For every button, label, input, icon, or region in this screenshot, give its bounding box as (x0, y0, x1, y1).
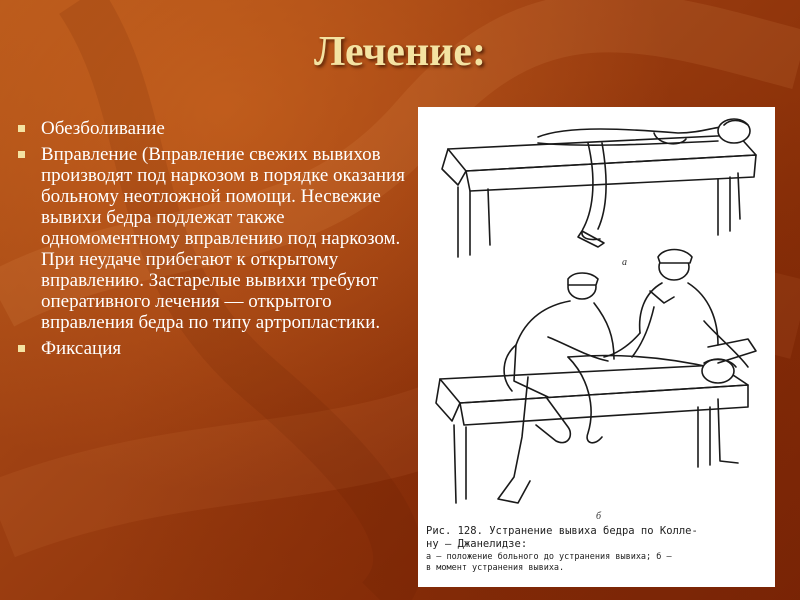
caption-line: Рис. 128. Устранение вывиха бедра по Колле- (426, 525, 698, 537)
bullet-item (18, 144, 408, 333)
bullet-item (18, 338, 408, 359)
caption-subline: а — положение больного до устранения вывиха; б — (426, 552, 672, 562)
panel-b-label: б (596, 511, 602, 522)
square-bullet-icon (18, 151, 25, 158)
caption-line: ну — Джанелидзе: (426, 538, 528, 550)
caption-subline: в момент устранения вывиха. (426, 563, 565, 573)
panel-a-label: а (622, 257, 627, 268)
figure-caption (426, 525, 771, 573)
panel-b-drawing (436, 250, 756, 504)
square-bullet-icon (18, 125, 25, 132)
bullet-item (18, 118, 408, 139)
square-bullet-icon (18, 345, 25, 352)
medical-illustration (418, 107, 775, 527)
slide-title: Лечение: (314, 29, 486, 75)
panel-a-drawing (442, 119, 756, 257)
bullet-list (18, 118, 408, 364)
bullet-text: Обезболивание (41, 118, 165, 139)
illustration-figure (418, 107, 775, 587)
bullet-text: Вправление (Вправление свежих вывихов производят под наркозом в порядке оказания больному неотложной помощи. Несвежие вывихи бедра подлежат также одномоментному вправлению под наркозом. При неудаче прибегают к открытому вправлению. Застарелые вывихи требуют оперативного лечения — открытого вправления бедра по типу артропластики. (41, 144, 405, 333)
bullet-text: Фиксация (41, 338, 122, 359)
